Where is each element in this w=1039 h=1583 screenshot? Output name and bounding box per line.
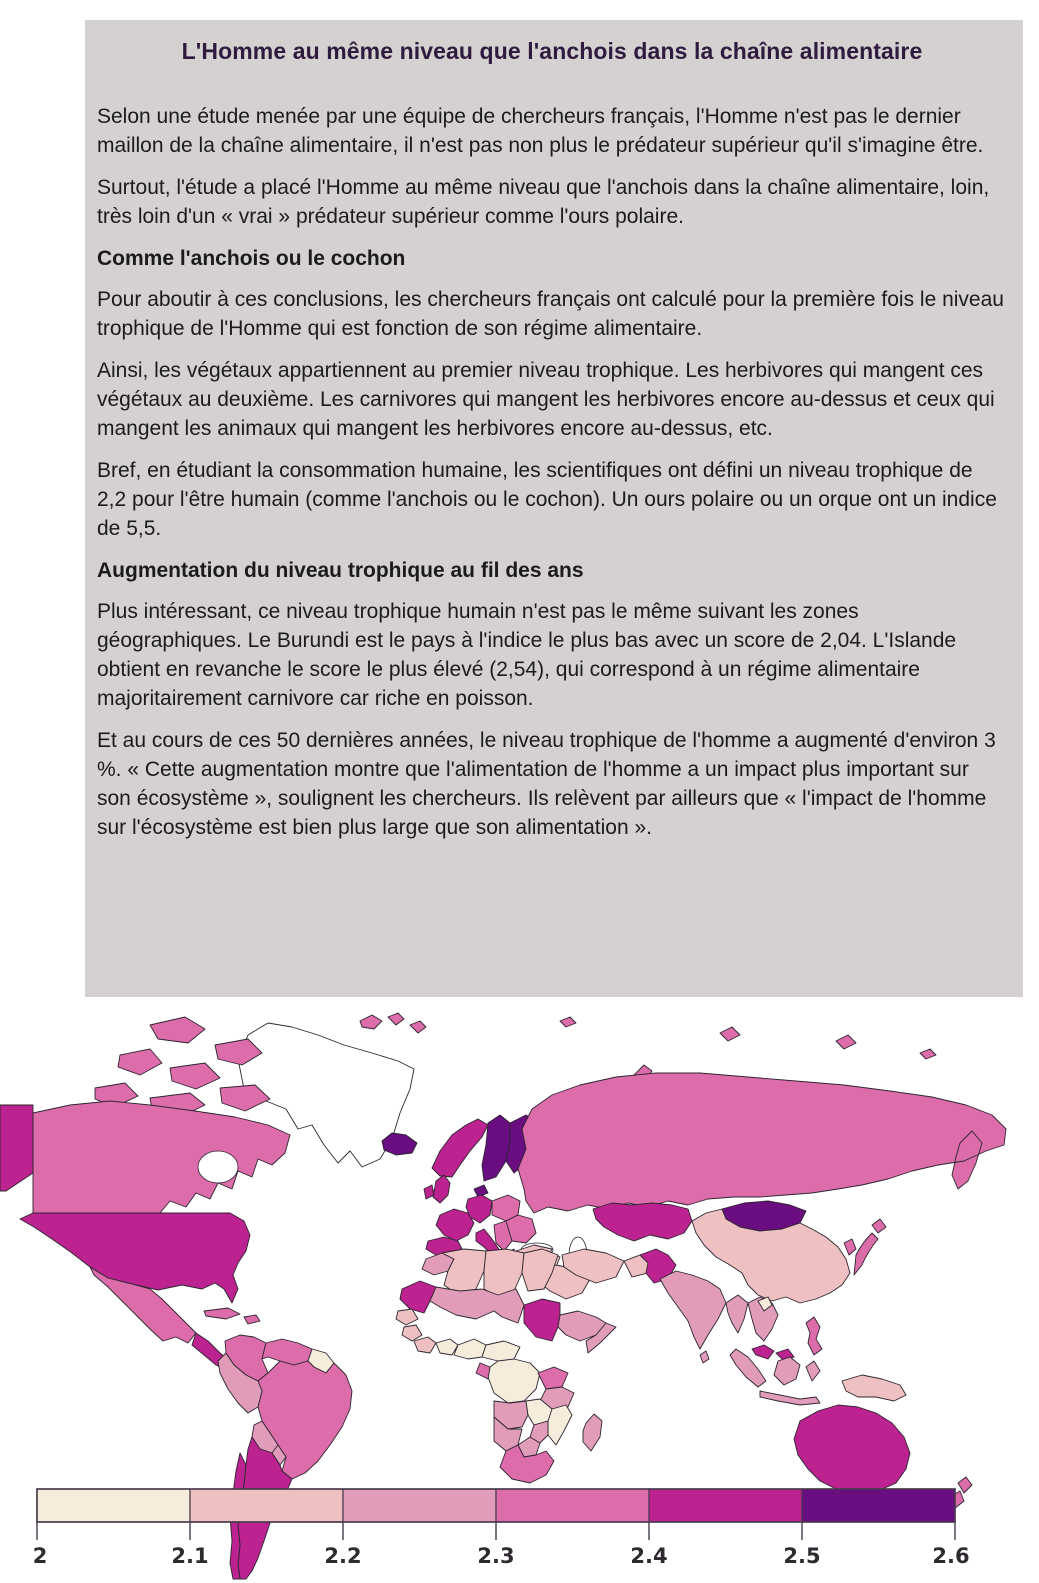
map-region-mauritania	[400, 1281, 436, 1313]
map-region-sudan	[524, 1299, 560, 1341]
legend-swatch-1	[37, 1489, 190, 1522]
legend-swatch-2	[190, 1489, 343, 1522]
subheading-1: Comme l'anchois ou le cochon	[97, 247, 406, 270]
legend-tick-label: 2.4	[630, 1544, 668, 1568]
map-region-venezuela	[262, 1339, 312, 1365]
map-region-kazakhstan	[593, 1203, 692, 1241]
paragraph-2: Surtout, l'étude a placé l'Homme au même niveau que l'anchois dans la chaîne alimentaire, loin, très loin d'un « vrai » prédateur supérieur comme l'ours polaire.	[97, 176, 990, 228]
legend-tick-label: 2.1	[171, 1544, 209, 1568]
map-region-canada	[33, 1101, 290, 1213]
map-region-sahel	[430, 1287, 524, 1323]
map-region-cote-ivoire	[414, 1337, 436, 1353]
legend-tick-label: 2.6	[932, 1544, 970, 1568]
legend-tick-label: 2.2	[324, 1544, 362, 1568]
legend-swatch-4	[496, 1489, 649, 1522]
world-trophic-map	[0, 993, 1039, 1583]
map-region-caribbean	[204, 1308, 260, 1324]
choropleth-svg	[0, 993, 1039, 1583]
map-region-iceland	[382, 1133, 417, 1155]
map-region-libya	[484, 1249, 524, 1297]
paragraph-7: Et au cours de ces 50 dernières années, le niveau trophique de l'homme a augmenté d'environ 3 %. « Cette augmentation montre que l'alimentation de l'homme a un impact plus important sur son écosystème », soulignent les chercheurs. Ils relèvent par ailleurs que « l'impact de l'homme sur l'écosystème est bien plus large que son alimentation ».	[97, 729, 996, 839]
legend-swatch-6	[802, 1489, 955, 1522]
paragraph-1: Selon une étude menée par une équipe de chercheurs français, l'Homme n'est pas le dernier maillon de la chaîne alimentaire, il n'est pas non plus le prédateur supérieur qu'il s'imagine être.	[97, 105, 984, 157]
article-title: L'Homme au même niveau que l'anchois dans la chaîne alimentaire	[181, 38, 923, 64]
map-region-philippines	[806, 1317, 822, 1355]
legend-tick-label: 2	[32, 1544, 48, 1568]
map-region-myanmar	[726, 1295, 748, 1333]
map-region-indonesia	[730, 1349, 820, 1405]
legend-swatch-3	[343, 1489, 496, 1522]
map-region-alaska	[0, 1105, 33, 1191]
map-region-korea	[844, 1239, 856, 1255]
subheading-2: Augmentation du niveau trophique au fil des ans	[97, 559, 584, 582]
map-region-east-africa	[538, 1367, 568, 1389]
paragraph-3: Pour aboutir à ces conclusions, les chercheurs français ont calculé pour la première fois le niveau trophique de l'Homme qui est fonction de son régime alimentaire.	[97, 288, 1004, 340]
legend-tick-label: 2.3	[477, 1544, 515, 1568]
map-region-central-africa	[482, 1341, 540, 1403]
map-region-madagascar	[583, 1414, 602, 1451]
legend-swatch-5	[649, 1489, 802, 1522]
hudson-bay	[198, 1151, 238, 1183]
map-region-india	[660, 1271, 726, 1363]
paragraph-4: Ainsi, les végétaux appartiennent au premier niveau trophique. Les herbivores qui mangent ces végétaux au deuxième. Les carnivores qui mangent les herbivores encore au-dessus et ceux qui mangent les animaux qui mangent les herbivores encore au-dessus, etc.	[97, 359, 995, 440]
article-panel	[85, 20, 1023, 997]
map-region-horn-of-africa	[558, 1311, 616, 1353]
map-legend	[33, 1489, 970, 1568]
map-region-senegal-guinea	[396, 1309, 422, 1341]
map-region-arctic-islands	[360, 1013, 936, 1059]
paragraph-6: Plus intéressant, ce niveau trophique humain n'est pas le même suivant les zones géographiques. Le Burundi est le pays à l'indice le plus bas avec un score de 2,04. L'Islande obtient en revanche le score le plus élevé (2,54), qui correspond à un régime alimentaire majoritairement carnivore car riche en poisson.	[97, 600, 957, 710]
map-region-norway	[432, 1119, 488, 1177]
legend-tick-label: 2.5	[783, 1544, 821, 1568]
map-region-new-guinea	[842, 1375, 906, 1401]
map-region-algeria	[442, 1249, 486, 1295]
map-region-russia	[518, 1073, 1006, 1213]
paragraph-5: Bref, en étudiant la consommation humaine, les scientifiques ont défini un niveau trophique de 2,2 pour l'être humain (comme l'anchois ou le cochon). Un ours polaire ou un orque ont un indice de 5,5.	[97, 459, 997, 540]
map-region-ghana-nigeria	[436, 1339, 486, 1359]
map-region-gabon	[476, 1363, 490, 1379]
map-region-japan	[854, 1219, 886, 1275]
map-region-uk-ireland	[424, 1175, 450, 1203]
